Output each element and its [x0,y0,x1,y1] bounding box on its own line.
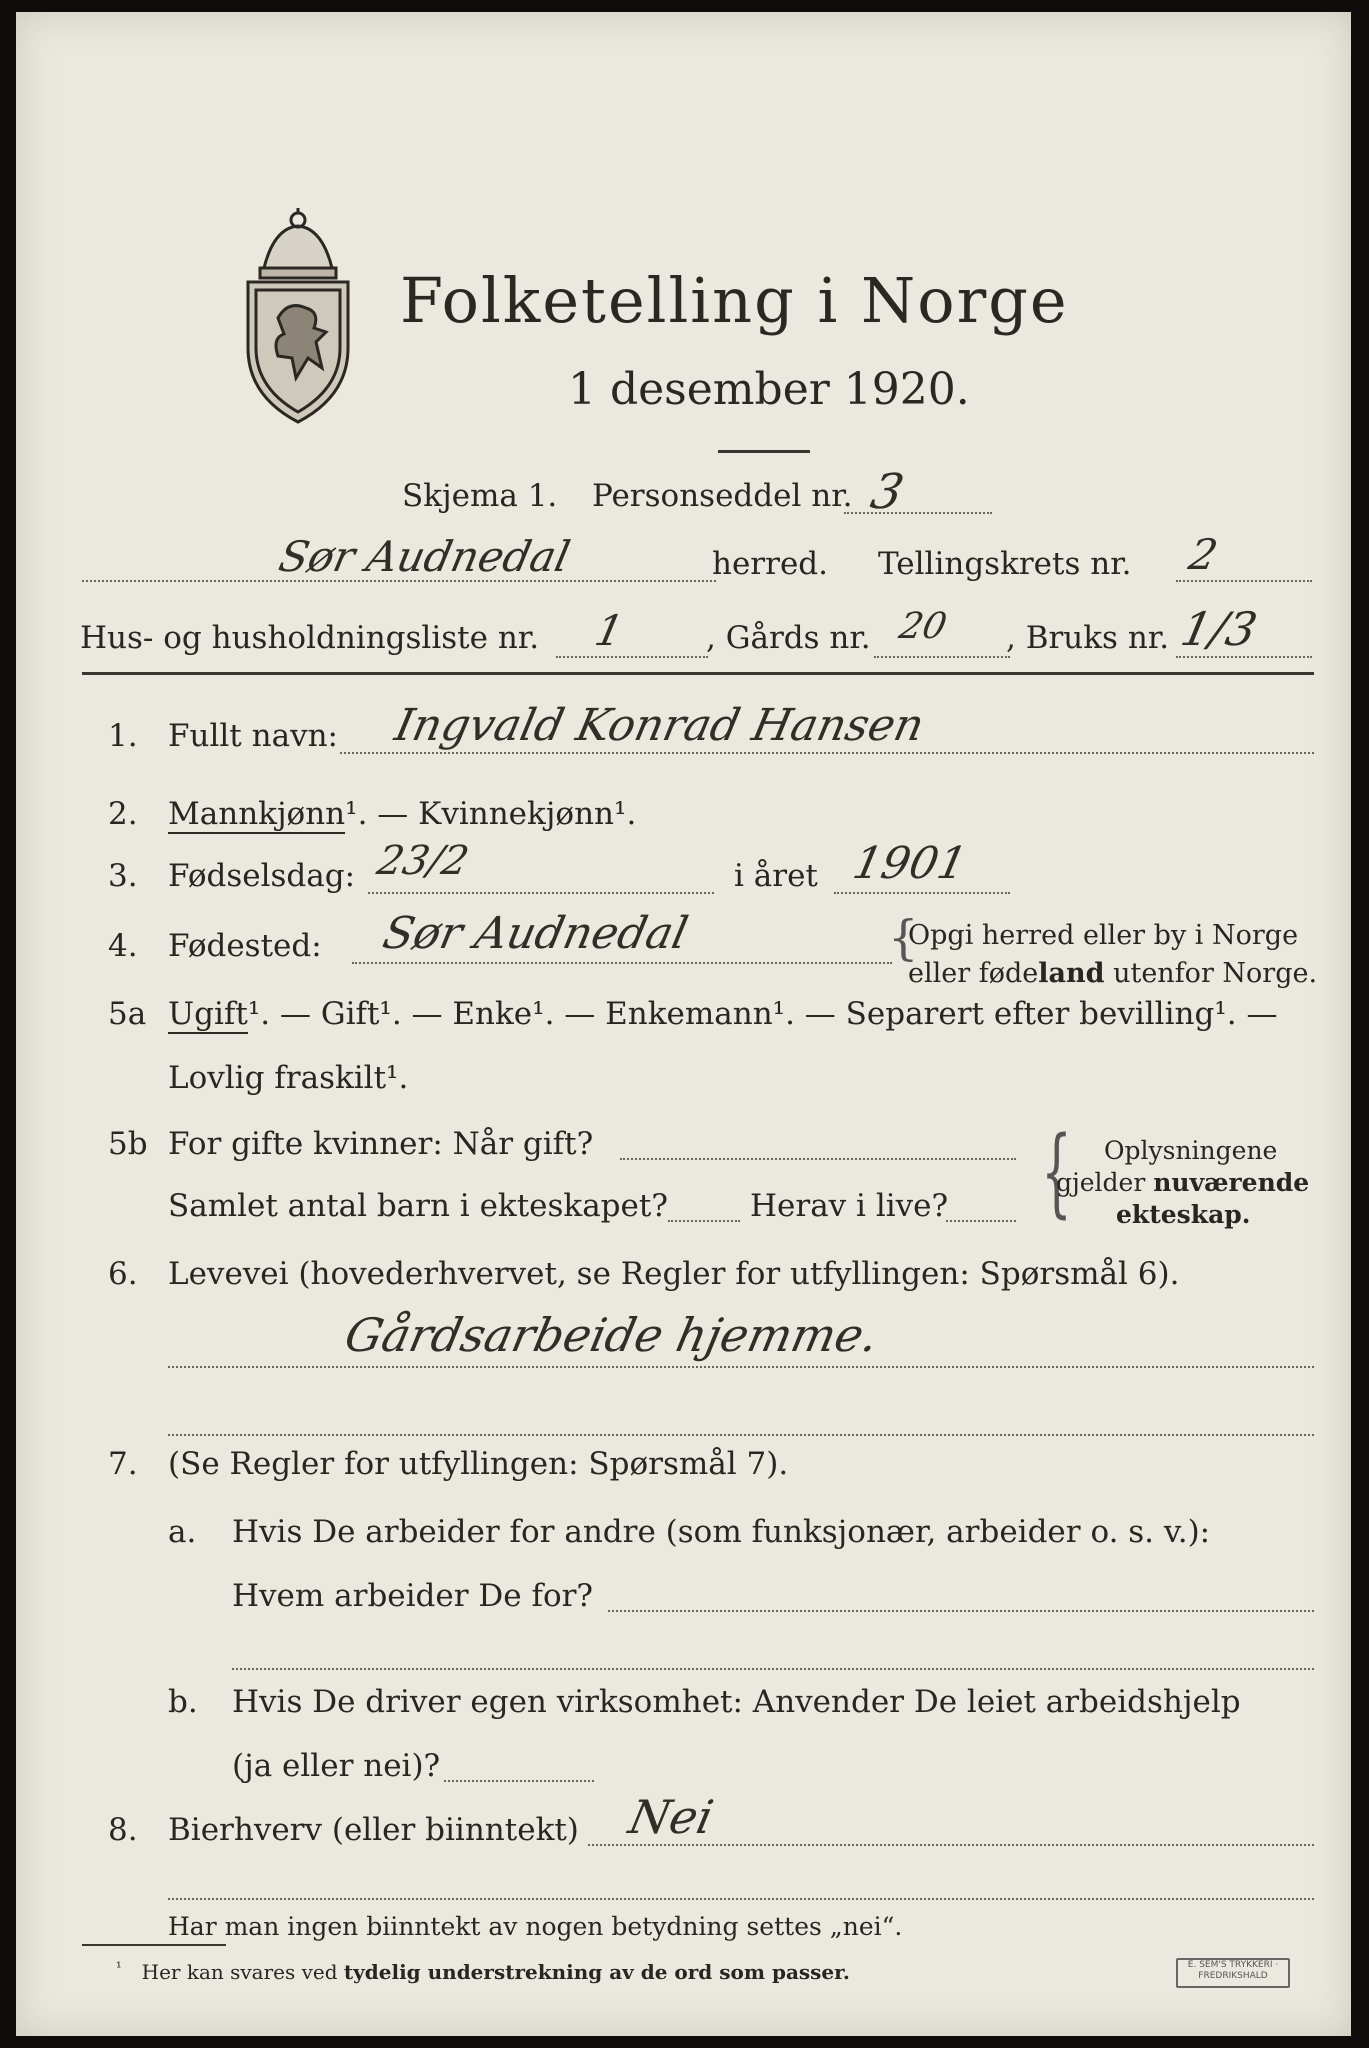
q6-number: 6. [108,1256,138,1292]
q4-note-text: eller føde [908,958,1039,989]
tellingskrets-value: 2 [1184,530,1222,579]
footnote-divider [82,1944,226,1946]
full-name-field[interactable] [340,752,1314,754]
side-income-field-line2[interactable] [168,1898,1314,1900]
personseddel-label: Personseddel nr. [592,478,853,514]
full-name-value: Ingvald Konrad Hansen [390,700,929,751]
herred-value: Sør Audnedal [274,532,575,581]
title-divider [718,450,810,453]
husliste-value: 1 [590,606,628,655]
gards-value: 20 [895,606,951,647]
q3-number: 3. [108,858,138,894]
q7b-letter: b. [168,1684,198,1720]
q8-label: Bierhverv (eller biinntekt) [168,1812,579,1848]
q5b-note-line3: ekteskap. [1116,1200,1251,1229]
q5b-number: 5b [108,1126,148,1162]
footnote-text: Her kan svares ved [141,1960,344,1984]
q5b-note-bold: nuværende [1153,1168,1310,1197]
occupation-value: Gårdsarbeide hjemme. [340,1308,884,1362]
form-title: Folketelling i Norge [400,264,1069,337]
gards-field[interactable] [874,656,1010,658]
q2-footnote-mark: ¹. [614,796,637,832]
option-mannkjonn[interactable]: Mannkjønn [168,796,346,832]
q6-label: Levevei (hovederhvervet, se Regler for utfyllingen: Spørsmål 6). [168,1256,1180,1292]
q7-label: (Se Regler for utfyllingen: Spørsmål 7). [168,1446,789,1482]
q4-note-line1: Opgi herred eller by i Norge [908,920,1299,951]
q4-note-text-end: utenfor Norge. [1104,958,1318,989]
q8-number: 8. [108,1812,138,1848]
footnote [116,1960,850,1984]
option-ugift[interactable]: Ugift [168,996,248,1032]
husliste-field[interactable] [556,656,708,658]
q2-number: 2. [108,796,138,832]
occupation-field-line1[interactable] [168,1366,1314,1368]
birthplace-value: Sør Audnedal [378,908,693,959]
header-rule [82,672,1314,675]
employer-field[interactable] [608,1610,1314,1612]
employer-field-line2[interactable] [232,1668,1314,1670]
census-form-page [16,12,1351,2036]
children-alive-field[interactable] [946,1220,1016,1222]
q5b-alive-label: Herav i live? [750,1188,949,1224]
q5a-number: 5a [108,996,147,1032]
tellingskrets-field[interactable] [1176,580,1312,582]
footnote-bold-text: tydelig understrekning av de ord som passer. [343,1960,850,1984]
marital-status-options[interactable]: ¹. — Gift¹. — Enke¹. — Enkemann¹. — Separert efter bevilling¹. — [247,996,1278,1032]
q5b-note-text: gjelder [1056,1168,1154,1197]
birth-year-label: i året [734,858,818,894]
norway-coat-of-arms-icon [234,208,362,428]
bruks-value: 1/3 [1176,602,1262,656]
q2-separator: ¹. — [345,796,419,832]
q7b-text: Hvis De driver egen virksomhet: Anvender De leiet arbeidshjelp [232,1684,1241,1720]
children-count-field[interactable] [668,1220,740,1222]
q4-note-bold: land [1038,958,1105,989]
q7-number: 7. [108,1446,138,1482]
option-lovlig-fraskilt[interactable]: Lovlig fraskilt¹. [168,1060,409,1096]
birth-year-value: 1901 [848,838,972,889]
tellingskrets-label: Tellingskrets nr. [878,546,1132,582]
herred-label: herred. [712,546,828,582]
hired-help-field[interactable] [444,1780,594,1782]
q1-label: Fullt navn: [168,718,338,754]
footnote-mark: ¹ [116,1960,122,1976]
occupation-field-line2[interactable] [168,1434,1314,1436]
q4-note-line2 [908,958,1317,989]
married-when-field[interactable] [620,1158,1016,1160]
q5b-note-line1: Oplysningene [1104,1136,1278,1165]
q4-number: 4. [108,928,138,964]
q7a-text: Hvis De arbeider for andre (som funksjonær, arbeider o. s. v.): [232,1514,1211,1550]
skjema-label: Skjema 1. [402,478,558,514]
option-kvinnekjonn[interactable]: Kvinnekjønn [418,796,615,832]
q5a-options [168,996,1277,1032]
bruks-field[interactable] [1176,656,1312,658]
personseddel-value: 3 [866,464,909,520]
q5b-note-brace: { [1041,1116,1072,1228]
bruks-label: , Bruks nr. [1006,620,1170,656]
side-income-value: Nei [624,1790,718,1844]
birthday-field[interactable] [368,892,714,894]
q7a-letter: a. [168,1514,197,1550]
q3-label: Fødselsdag: [168,858,356,894]
printer-stamp: E. SEM'S TRYKKERI · FREDRIKSHALD [1176,1958,1290,1988]
q4-note-brace: { [888,910,919,966]
q7a-line2: Hvem arbeider De for? [232,1578,594,1614]
gards-label: , Gårds nr. [706,620,871,656]
birthday-value: 23/2 [373,838,473,884]
q7b-line2: (ja eller nei)? [232,1748,441,1784]
census-date: 1 desember 1920. [568,364,970,415]
birth-year-field[interactable] [834,892,1010,894]
q4-label: Fødested: [168,928,322,964]
husliste-label: Hus- og husholdningsliste nr. [80,620,540,656]
q5b-married-label: For gifte kvinner: Når gift? [168,1126,594,1162]
q5b-note-line2 [1056,1168,1309,1197]
q5b-children-label: Samlet antal barn i ekteskapet? [168,1188,668,1224]
side-income-note: Har man ingen biinntekt av nogen betydning settes „nei“. [168,1912,903,1941]
side-income-field[interactable] [588,1844,1314,1846]
q2-options [168,796,636,832]
birthplace-field[interactable] [352,962,892,964]
q1-number: 1. [108,718,138,754]
